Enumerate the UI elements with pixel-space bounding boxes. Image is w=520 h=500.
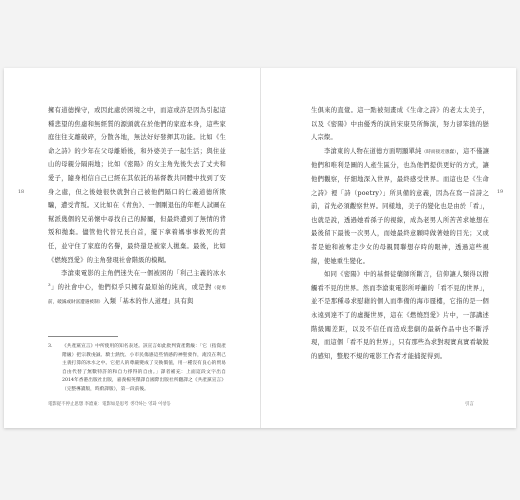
- text-span: 」的社會中心，他們似乎只擁有最原始的純真，或是對: [50, 283, 212, 291]
- parenthetical-note: （從勇前，破滅或財富遭遇被制）: [48, 285, 226, 306]
- footnote-divider: [48, 336, 118, 337]
- paragraph: 擁有道德操守，或因此處於困境之中，而這或許是因為引起這種悲望的焦慮和無經質的源頭就在於他們的家庭本身，這些家庭往往支離破碎，分散各地，無法好好發揮其功能。比如《生命之詩》的少年在父母離婚後，和外婆美子一起生活；與住並山的母親分隔兩地；比如《密陽》的女主角先後失去了丈夫和愛子，隨身相信自己已經在其依託的基督教共同體中找到了安身之處，但之後她很快就對自己被他們隔口的仁義道德所欺騙，遭受背叛。又比如在《青魚》、一個剛退伍的年輕人試圖在幫派幾個的兄弟懷中尋找自己的歸屬，但最終遭到了無情的背叛和拋棄。儘管他代替兄長自首，擺下拿着媽事事救死的責任，並守住了家庭的名譽，最終還是被家人拋棄。最後，比如《燃燒烈愛》的主角發現社會階級的模糊。: [48, 107, 226, 264]
- text-span: 李滄東電影的主角們迷失在一個被困的「利己主義的冰水: [61, 270, 226, 278]
- running-head: 引言: [465, 402, 474, 407]
- parenthetical-note: （時而接近愚蠢）: [421, 149, 457, 155]
- left-page: [4, 68, 260, 428]
- text-span: 李滄東的人物在道德方面明顯單純: [324, 147, 422, 155]
- page-number: 18: [18, 190, 25, 195]
- page-number: 19: [497, 190, 504, 195]
- body-text: [311, 104, 489, 363]
- footnote-marker: 3: [48, 281, 51, 287]
- text-span: 入類「基本的作人道理」具有與: [103, 298, 194, 306]
- book-spread: [4, 68, 516, 428]
- text-span: ，這不僅讓他們和唯利是圖的人產生區分，也為他們提供更好的方式，讓他們觀察，仔細地深入世界，最終感受世界。而這也是《生命之詩》裡「詩（poetry）」所具備的意義，因為在寫一首詩之前，首先必須觀察世界。同樣地，美子的變化也是由於「看」，也就是說，透過她看孫子的視線，成為老男人所苦苦求她想在最後留下最後一次男人，而她最終意願時做著她的目光；又或者是她和被奪走少女的母親間聯想存時的眼神，透過這些視線，使她重生變化。: [311, 147, 490, 265]
- footnote-text: 《共產黨宣言》中所使用的知名表述。該宣言如此批判資產階級：「它（指資產階級）把宗教虔誠、騎士熱忱、小市民傷感這些情感的神聖發作，淹沒在利己主義打算的冰水之中。它把人的尊嚴變成了交換價值，用一種沒有良心的貿易自由代替了無數特許的和自力掙得的自由。」譯者補充：上面這段文字出自2014年香港出版社出版，嘉義楊英傑譯自國際出版社所翻譯之《共產黨宣言》（完整導讀版，時蔚譯版），第一段前後。: [62, 344, 226, 392]
- right-page: [261, 68, 517, 428]
- paragraph: [311, 145, 489, 268]
- body-text: [48, 104, 226, 310]
- paragraph: 生俱來的直覺。這一點被刻畫成《生命之詩》的老太太美子，以及《密陽》中由優秀的演員宋康昊所飾演，努力卻笨拙的戀人宗燦。: [311, 107, 489, 142]
- paragraph: [48, 267, 226, 310]
- footnote-number: 3.: [48, 344, 53, 349]
- paragraph: 如同《密陽》中的基督徒藥師所斷言，信仰讓人類得以撥觸看不見的世界。然而李滄東電影所呼籲的「看不見的世界」，並不是那種尋求慰藉的個人而準備的海市蜃樓，它指的是一個永遠到達不了的虛擬世界，這在《燃燒烈愛》片中，一部講述階級關差距，以及不信任而造成悲劇的最新作品中也不斷浮現，而這個「看不見的世界」，只有那些為求對現實真實看敏銳的感知，整般不規的電影工作者才能捕捉得到。: [311, 271, 489, 360]
- running-head: 電影從不停止思想 李滄東：電影如是思考 생각하는 영화 이창동: [48, 402, 171, 407]
- footnote: [48, 343, 226, 395]
